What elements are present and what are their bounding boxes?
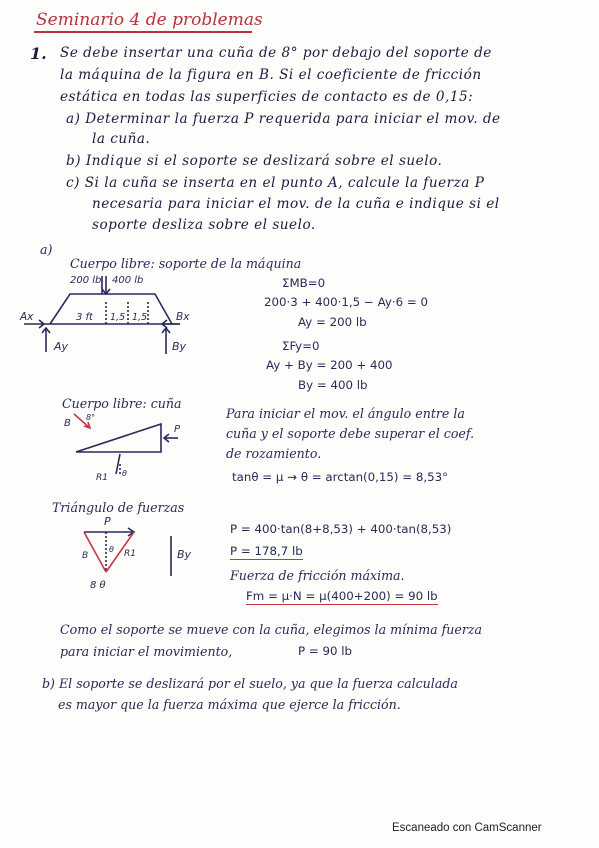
ay-label: Ay [54, 340, 69, 353]
moment-equation-label: ΣMB=0 [282, 276, 326, 290]
ax-label: Ax [20, 311, 34, 323]
dim-mid-label: 1,5 [110, 312, 126, 323]
triangle-label-by: By [177, 548, 192, 561]
triangle-angle-label: 8 θ [90, 580, 106, 591]
triangle-label-r1: R1 [124, 549, 136, 559]
fm-expression [246, 591, 438, 603]
ay-result: Ay = 200 lb [298, 315, 367, 329]
p-result-value: P = 178,7 lb [230, 544, 303, 558]
wedge-note-line-1: Para iniciar el mov. el ángulo entre la [226, 406, 465, 421]
wedge-label-theta: θ [122, 469, 127, 478]
problem-line-2: la máquina de la figura en B. Si el coeficiente de fricción [60, 67, 482, 83]
question-c-line-2: necesaria para iniciar el mov. de la cuña e indique si el [92, 196, 500, 212]
p-result [230, 546, 303, 558]
conclusion-result: P = 90 lb [298, 644, 353, 658]
wedge-diagram [56, 410, 196, 483]
free-body-machine-heading: Cuerpo libre: soporte de la máquina [70, 256, 302, 271]
free-body-wedge-heading: Cuerpo libre: cuña [62, 396, 182, 411]
question-b-line: b) Indique si el soporte se deslizará sobre el suelo. [66, 153, 443, 169]
conclusion-line-2: para iniciar el movimiento, [60, 644, 233, 659]
bx-label: Bx [176, 311, 190, 323]
force-triangle-heading: Triángulo de fuerzas [52, 500, 185, 515]
wedge-note-line-2: cuña y el soporte debe superar el coef. [226, 426, 475, 441]
problem-line-3: estática en todas las superficies de contacto es de 0,15: [60, 89, 474, 105]
force-equation-label: ΣFy=0 [282, 339, 320, 353]
p-expression: P = 400·tan(8+8,53) + 400·tan(8,53) [230, 522, 452, 536]
part-a-label: a) [40, 242, 53, 257]
wedge-angle-label: 8° [86, 413, 96, 422]
conclusion-line-1: Como el soporte se mueve con la cuña, elegimos la mínima fuerza [60, 622, 483, 637]
title-underline [34, 31, 252, 33]
triangle-label-b: B [82, 551, 89, 561]
problem-number: 1. [30, 44, 47, 63]
triangle-label-theta: θ [109, 545, 114, 554]
question-a-line-2: la cuña. [92, 131, 151, 147]
force-triangle-diagram [76, 514, 206, 594]
dim-right-label: 1,5 [132, 312, 148, 323]
scanner-watermark: Escaneado con CamScanner [392, 822, 542, 834]
load-left-label: 200 lb [70, 275, 102, 286]
load-right-label: 400 lb [112, 275, 144, 286]
by-label: By [172, 340, 187, 353]
question-c-line-1: c) Si la cuña se inserta en el punto A, calcule la fuerza P [66, 175, 485, 191]
page-title: Seminario 4 de problemas [36, 10, 263, 30]
moment-expression: 200·3 + 400·1,5 − Ay·6 = 0 [264, 295, 428, 309]
wedge-label-b: B [64, 418, 71, 429]
wedge-label-r1: R1 [96, 473, 108, 483]
wedge-label-p: P [174, 424, 181, 435]
triangle-label-p: P [104, 515, 111, 528]
part-b-line-2: es mayor que la fuerza máxima que ejerce la fricción. [58, 697, 401, 712]
sum-expression: Ay + By = 200 + 400 [266, 358, 393, 372]
dim-left-label: 3 ft [76, 312, 93, 323]
problem-line-1: Se debe insertar una cuña de 8° por debajo del soporte de [60, 45, 492, 61]
theta-expression: tanθ = μ → θ = arctan(0,15) = 8,53° [232, 470, 449, 484]
part-b-line-1: b) El soporte se deslizará por el suelo, ya que la fuerza calculada [42, 676, 458, 691]
max-friction-label: Fuerza de fricción máxima. [230, 568, 405, 583]
question-a-line-1: a) Determinar la fuerza P requerida para iniciar el mov. de [66, 111, 501, 127]
wedge-note-line-3: de rozamiento. [226, 446, 322, 461]
by-result: By = 400 lb [298, 378, 368, 392]
fm-expression-value: Fm = μ·N = μ(400+200) = 90 lb [246, 589, 438, 603]
question-c-line-3: soporte desliza sobre el suelo. [92, 217, 316, 233]
machine-support-diagram [20, 272, 220, 362]
